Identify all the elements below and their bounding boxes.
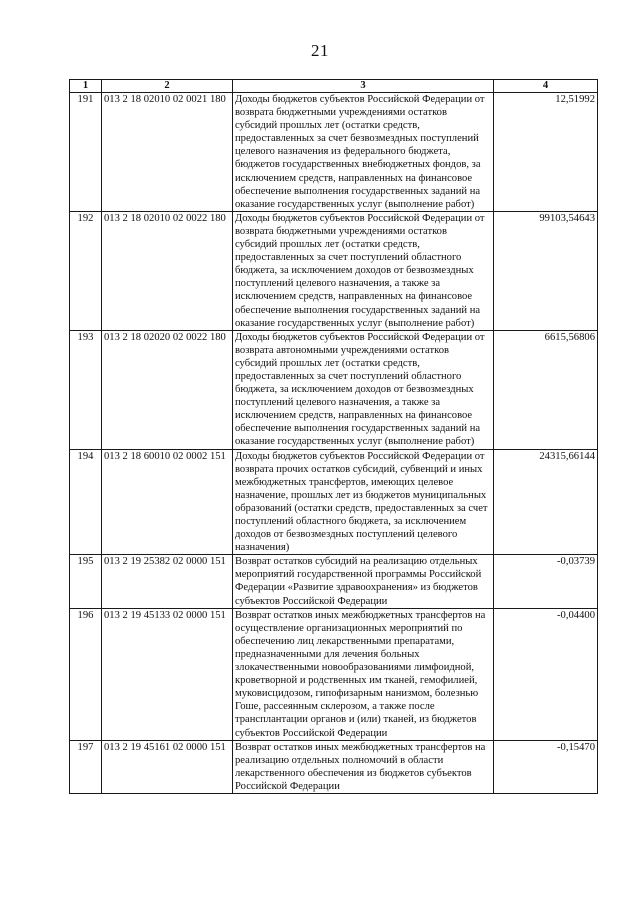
row-number: 194 [70, 449, 102, 555]
budget-code: 013 2 18 02010 02 0022 180 [102, 211, 233, 330]
income-description: Доходы бюджетов субъектов Российской Федерации от возврата бюджетными учреждениями остатков субсидий прошлых лет (остатки средств, предоставленных за счет безвозмездных поступлений целевого назначения из федерального бюджета, бюджетов государственных внебюджетных фондов, за исключением средств, направленных на финансовое обеспечение выполнения государственных заданий на оказание государственных услуг (выполнение работ) [233, 93, 494, 212]
income-description: Доходы бюджетов субъектов Российской Федерации от возврата прочих остатков субсидий, субвенций и иных межбюджетных трансфертов, имеющих целевое назначение, прошлых лет из бюджетов муниципальных образований (остатки средств, предоставленных за счет поступлений областного бюджета, за исключением доходов от безвозмездных поступлений целевого назначения) [233, 449, 494, 555]
table-row [70, 740, 598, 793]
header-col-3: 3 [233, 80, 494, 93]
header-col-4: 4 [494, 80, 598, 93]
amount: -0,04400 [494, 608, 598, 740]
row-number: 197 [70, 740, 102, 793]
budget-code: 013 2 18 02020 02 0022 180 [102, 330, 233, 449]
amount: 6615,56806 [494, 330, 598, 449]
budget-code: 013 2 18 60010 02 0002 151 [102, 449, 233, 555]
row-number: 191 [70, 93, 102, 212]
income-description: Доходы бюджетов субъектов Российской Федерации от возврата автономными учреждениями остатков субсидий прошлых лет (остатки средств, предоставленных за счет поступлений областного бюджета, за исключением доходов от безвозмездных поступлений целевого назначения, а также за исключением средств, направленных на финансовое обеспечение выполнения государственных заданий на оказание государственных услуг (выполнение работ) [233, 330, 494, 449]
income-description: Возврат остатков иных межбюджетных трансфертов на осуществление организационных мероприятий по обеспечению лиц лекарственными препаратами, предназначенными для лечения больных злокачественными новообразованиями лимфоидной, кроветворной и родственных им тканей, гемофилией, муковисцидозом, гипофизарным нанизмом, болезнью Гоше, рассеянным склерозом, а также после трансплантации органов и (или) тканей, из бюджетов субъектов Российской Федерации [233, 608, 494, 740]
header-col-2: 2 [102, 80, 233, 93]
page-number: 21 [311, 41, 329, 60]
budget-code: 013 2 19 45161 02 0000 151 [102, 740, 233, 793]
row-number: 195 [70, 555, 102, 608]
income-description: Возврат остатков субсидий на реализацию отдельных мероприятий государственной программы Российской Федерации «Развитие здравоохранения» из бюджетов субъектов Российской Федерации [233, 555, 494, 608]
amount: -0,03739 [494, 555, 598, 608]
amount: 99103,54643 [494, 211, 598, 330]
budget-code: 013 2 19 45133 02 0000 151 [102, 608, 233, 740]
table-row [70, 555, 598, 608]
amount: -0,15470 [494, 740, 598, 793]
amount: 24315,66144 [494, 449, 598, 555]
row-number: 192 [70, 211, 102, 330]
table-header-row [70, 80, 598, 93]
table-row [70, 449, 598, 555]
budget-table [69, 79, 598, 794]
budget-code: 013 2 19 25382 02 0000 151 [102, 555, 233, 608]
table-row [70, 211, 598, 330]
table-row [70, 330, 598, 449]
budget-code: 013 2 18 02010 02 0021 180 [102, 93, 233, 212]
row-number: 193 [70, 330, 102, 449]
amount: 12,51992 [494, 93, 598, 212]
table-row [70, 608, 598, 740]
header-col-1: 1 [70, 80, 102, 93]
table-row [70, 93, 598, 212]
income-description: Возврат остатков иных межбюджетных трансфертов на реализацию отдельных полномочий в области лекарственного обеспечения из бюджетов субъектов Российской Федерации [233, 740, 494, 793]
income-description: Доходы бюджетов субъектов Российской Федерации от возврата бюджетными учреждениями остатков субсидий прошлых лет (остатки средств, предоставленных за счет поступлений областного бюджета, за исключением доходов от безвозмездных поступлений целевого назначения, а также за исключением средств, направленных на финансовое обеспечение выполнения государственных заданий на оказание государственных услуг (выполнение работ) [233, 211, 494, 330]
row-number: 196 [70, 608, 102, 740]
